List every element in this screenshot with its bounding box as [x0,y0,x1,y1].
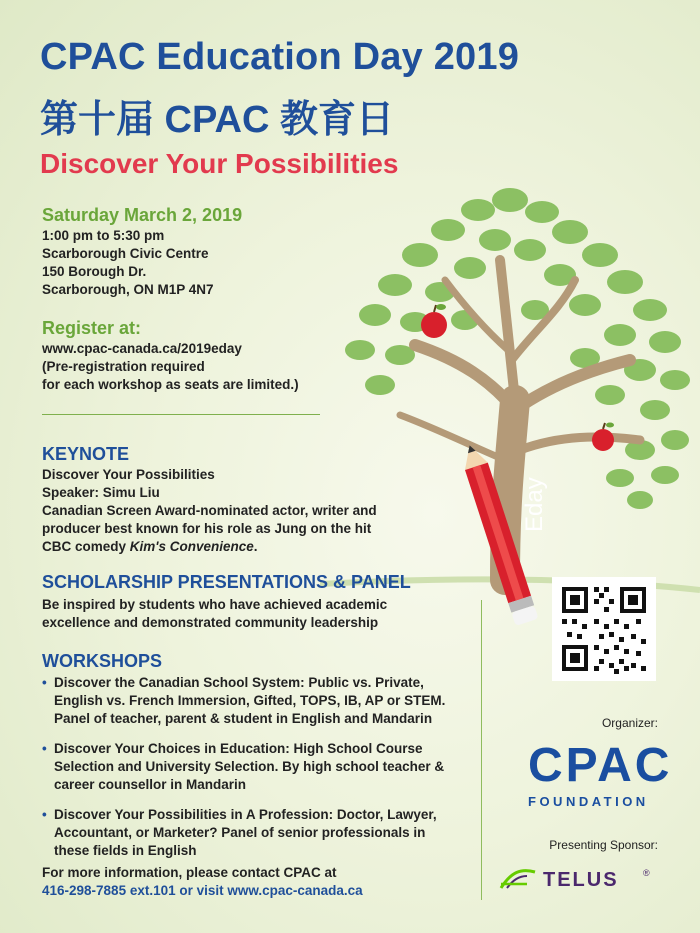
workshop-text: • Discover the Canadian School System: Public vs. Private, [54,675,424,690]
organizer-label: Organizer: [601,716,658,730]
workshop-text: • Discover Your Choices in Education: High School Course [54,741,423,756]
workshop-text: Selection and University Selection. By high school teacher & [54,759,445,774]
contact-text: For more information, please contact CPAC at [42,865,337,880]
keynote-speaker: Speaker: Simu Liu [42,485,160,500]
keynote-bio: producer best known for his role as Jung on the hit [42,521,372,536]
page-title: CPAC Education Day 2019 [40,36,520,78]
list-item [42,674,482,728]
workshop-text: English vs. French Immersion, Gifted, TOPS, IB, AP or STEM. [54,693,446,708]
page-title-chinese: 第十届 CPAC 教育日 [40,99,394,141]
keynote-bio: Canadian Screen Award-nominated actor, writer and [42,503,377,518]
register-note: (Pre-registration required [42,359,205,374]
section-divider [42,414,320,415]
list-item [42,806,482,860]
workshops-list [42,674,482,872]
event-street: 150 Borough Dr. [42,264,147,279]
keynote-title: Discover Your Possibilities [42,467,215,482]
keynote-heading: KEYNOTE [42,444,130,464]
telus-swoosh-icon [501,871,535,888]
workshops-heading: WORKSHOPS [42,651,163,671]
keynote-bio-text: CBC comedy [42,539,130,554]
workshop-text: Panel of teacher, parent & student in English and Mandarin [54,711,433,726]
scholarship-text: excellence and demonstrated community leadership [42,615,379,630]
register-heading: Register at: [42,318,142,338]
qr-code-icon[interactable] [552,577,656,681]
cpac-logo-subtitle: FOUNDATION [528,794,649,809]
keynote-bio [42,538,442,556]
contact-link[interactable]: 416-298-7885 ext.101 or visit www.cpac-canada.ca [42,883,363,898]
event-city: Scarborough, ON M1P 4N7 [42,282,214,297]
workshop-text: career counsellor in Mandarin [54,777,247,792]
sponsor-label: Presenting Sponsor: [549,838,658,852]
register-note: for each workshop as seats are limited.) [42,377,299,392]
cpac-logo: CPAC [528,739,673,792]
keynote-bio-text: . [253,539,258,554]
column-divider [481,600,482,900]
workshop-text: • Discover Your Possibilities in A Profession: Doctor, Lawyer, [54,807,437,822]
registered-mark: ® [643,868,650,878]
contact-info [42,864,363,900]
register-link[interactable]: www.cpac-canada.ca/2019eday [42,341,242,356]
telus-wordmark: TELUS [543,869,619,891]
apple-icon [592,423,614,452]
show-title: Kim's Convenience [129,539,254,554]
register-details [42,340,299,394]
event-details [42,227,214,299]
list-item [42,740,482,794]
workshop-text: these fields in English [54,843,197,858]
scholarship-heading: SCHOLARSHIP PRESENTATIONS & PANEL [42,572,411,592]
trunk-label: Eday [521,477,548,532]
event-date: Saturday March 2, 2019 [42,205,243,225]
scholarship-text: Be inspired by students who have achieved academic [42,597,388,612]
workshop-text: Accountant, or Marketer? Panel of senior professionals in [54,825,426,840]
event-time: 1:00 pm to 5:30 pm [42,228,165,243]
keynote-body [42,466,442,556]
scholarship-body [42,596,482,632]
telus-logo [497,862,661,894]
event-venue: Scarborough Civic Centre [42,246,209,261]
tagline: Discover Your Possibilities [40,148,399,179]
apple-icon [421,304,447,338]
